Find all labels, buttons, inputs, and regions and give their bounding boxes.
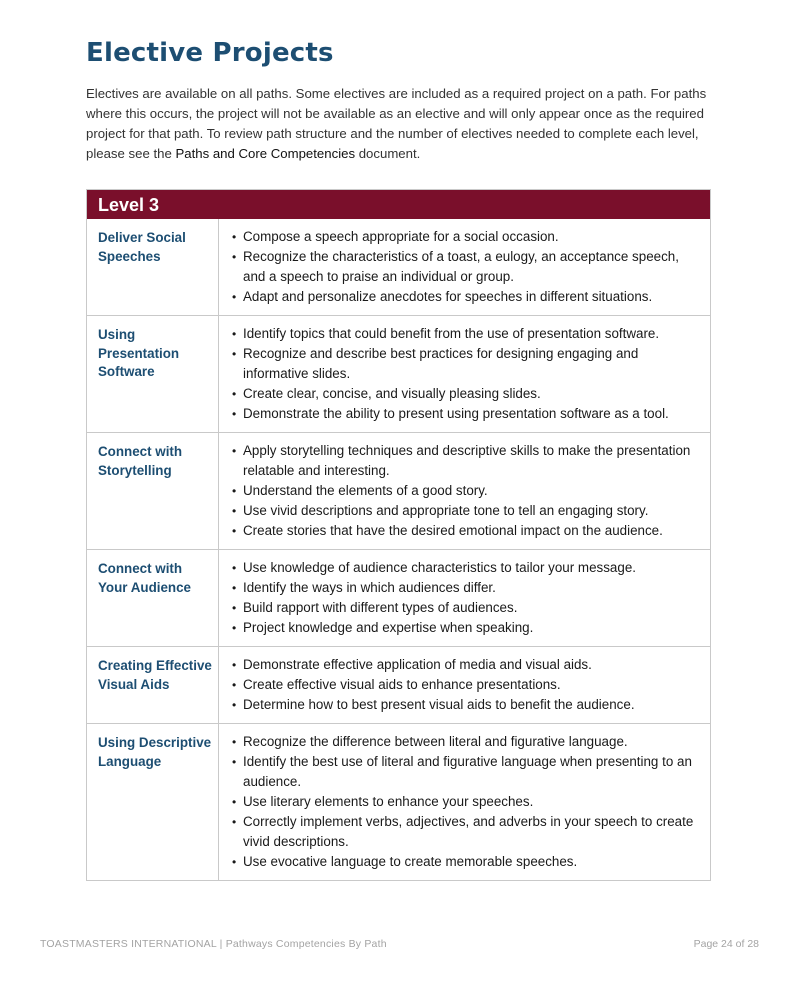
intro-suffix: document.	[355, 146, 421, 161]
competency-item: • Identify the ways in which audiences differ.	[231, 578, 702, 598]
competency-item: • Adapt and personalize anecdotes for speeches in different situations.	[231, 287, 702, 307]
competency-item: • Recognize the difference between literal and figurative language.	[231, 732, 702, 752]
table-body	[87, 219, 710, 881]
project-name: Connect with Your Audience	[87, 550, 219, 646]
table-row	[87, 647, 710, 724]
competency-item: • Identify the best use of literal and figurative language when presenting to an audience.	[231, 752, 702, 792]
project-name: Deliver Social Speeches	[87, 219, 219, 315]
competency-item: • Create effective visual aids to enhance presentations.	[231, 675, 702, 695]
project-name: Creating Effective Visual Aids	[87, 647, 219, 723]
paths-competencies-link[interactable]: Paths and Core Competencies	[175, 146, 356, 161]
intro-paragraph	[86, 84, 711, 164]
competency-item: • Determine how to best present visual aids to benefit the audience.	[231, 695, 702, 715]
competency-list	[219, 316, 710, 432]
competency-item: • Recognize and describe best practices for designing engaging and informative slides.	[231, 344, 702, 384]
level-header: Level 3	[87, 190, 710, 219]
competency-item: • Use vivid descriptions and appropriate tone to tell an engaging story.	[231, 501, 702, 521]
competency-item: • Create stories that have the desired emotional impact on the audience.	[231, 521, 702, 541]
project-name: Using Presentation Software	[87, 316, 219, 432]
competency-item: • Demonstrate effective application of media and visual aids.	[231, 655, 702, 675]
page-title: Elective Projects	[86, 38, 334, 68]
competency-item: • Use literary elements to enhance your speeches.	[231, 792, 702, 812]
competency-list	[219, 433, 710, 549]
competency-item: • Understand the elements of a good story.	[231, 481, 702, 501]
competency-item: • Demonstrate the ability to present using presentation software as a tool.	[231, 404, 702, 424]
project-name: Using Descriptive Language	[87, 724, 219, 880]
footer-page-number: Page 24 of 28	[693, 938, 759, 950]
competency-item: • Use evocative language to create memorable speeches.	[231, 852, 702, 872]
project-name: Connect with Storytelling	[87, 433, 219, 549]
competency-list	[219, 550, 710, 646]
competency-item: • Recognize the characteristics of a toast, a eulogy, an acceptance speech, and a speech to praise an individual or group.	[231, 247, 702, 287]
table-row	[87, 550, 710, 647]
footer-publisher: TOASTMASTERS INTERNATIONAL | Pathways Competencies By Path	[40, 938, 387, 950]
competency-item: • Compose a speech appropriate for a social occasion.	[231, 227, 702, 247]
table-row	[87, 316, 710, 433]
competency-item: • Apply storytelling techniques and descriptive skills to make the presentation relatable and interesting.	[231, 441, 702, 481]
elective-projects-table	[86, 189, 711, 881]
competency-item: • Correctly implement verbs, adjectives, and adverbs in your speech to create vivid descriptions.	[231, 812, 702, 852]
table-row	[87, 724, 710, 881]
competency-item: • Identify topics that could benefit from the use of presentation software.	[231, 324, 702, 344]
competency-item: • Build rapport with different types of audiences.	[231, 598, 702, 618]
table-row	[87, 219, 710, 316]
competency-list	[219, 647, 710, 723]
table-row	[87, 433, 710, 550]
competency-list	[219, 724, 710, 880]
competency-item: • Project knowledge and expertise when speaking.	[231, 618, 702, 638]
intro-text: Electives are available on all paths. Some electives are included as a required project on a path. For paths where this occurs, the project will not be available as an elective and will only appear once as the required project for that path. To review path structure and the number of electives needed to complete each level, please see the	[86, 86, 707, 161]
competency-item: • Use knowledge of audience characteristics to tailor your message.	[231, 558, 702, 578]
competency-list	[219, 219, 710, 315]
competency-item: • Create clear, concise, and visually pleasing slides.	[231, 384, 702, 404]
